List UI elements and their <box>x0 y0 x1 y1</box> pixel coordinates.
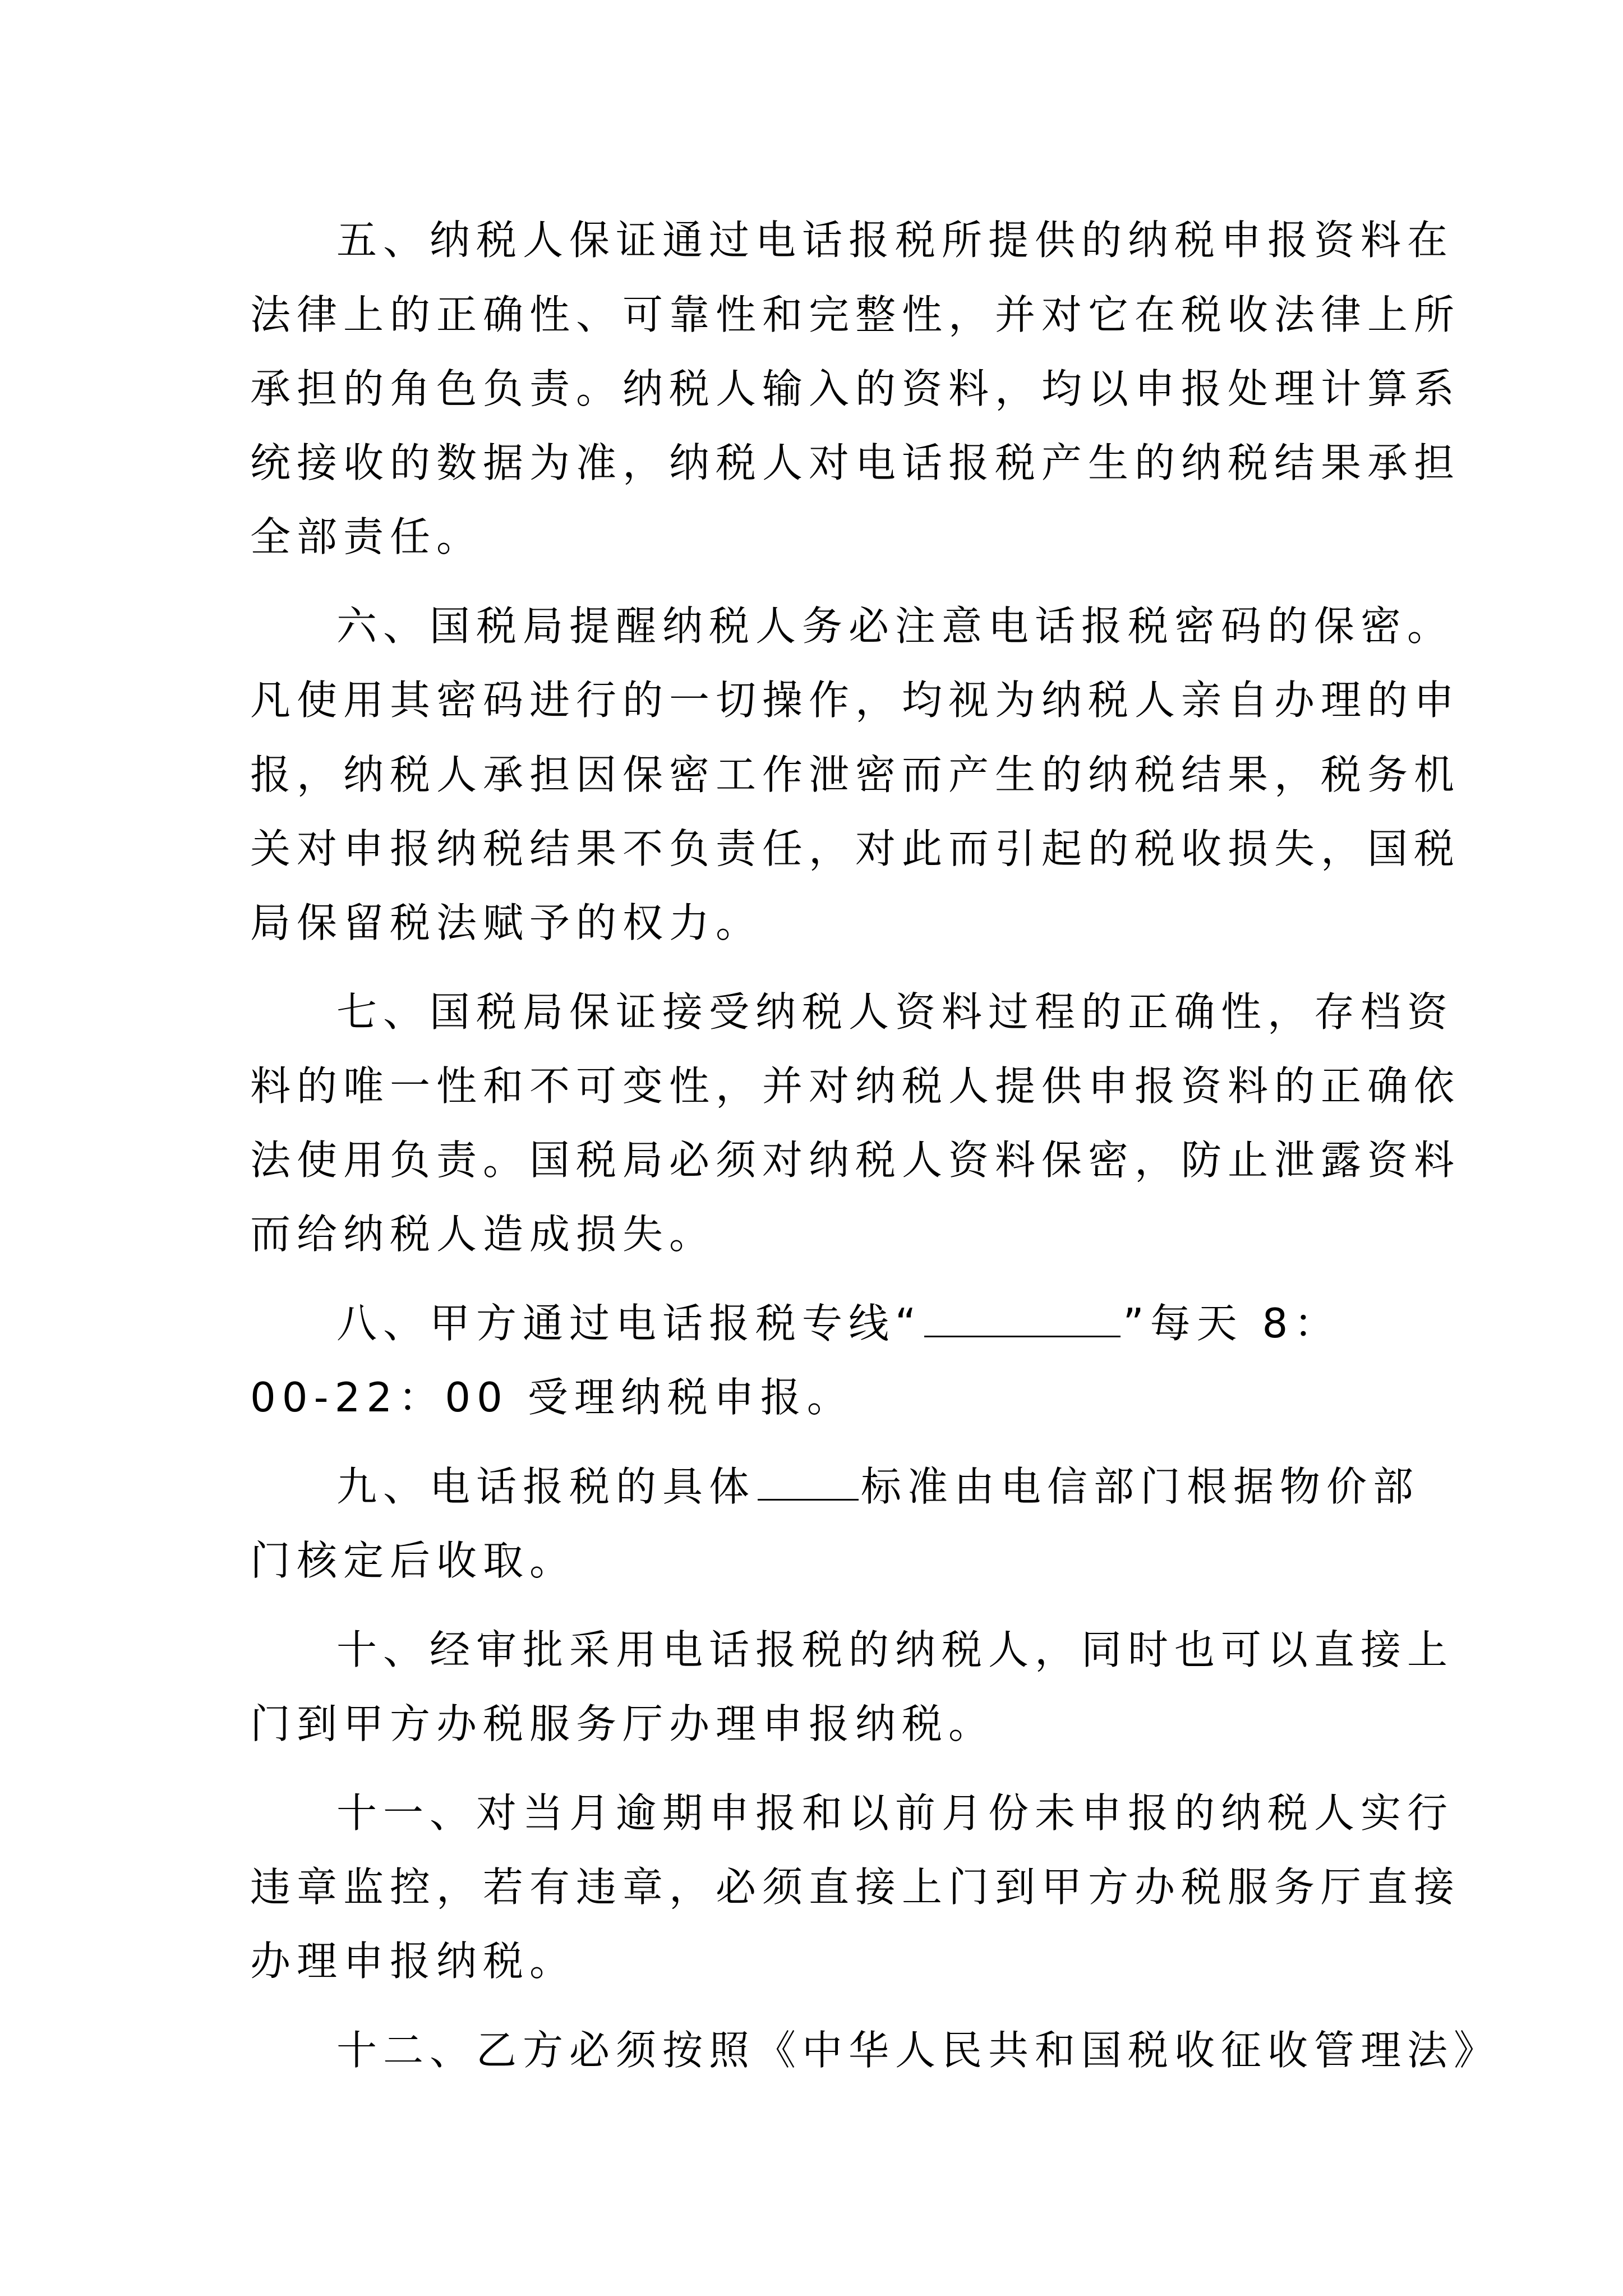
paragraph-11-line-1: 十一、对当月逾期申报和以前月份未申报的纳税人实行 <box>336 1789 1454 1837</box>
paragraph-6-line-2: 凡使用其密码进行的一切操作，均视为纳税人亲自办理的申 <box>250 677 1461 724</box>
paragraph-5-line-4: 统接收的数据为准，纳税人对电话报税产生的纳税结果承担 <box>250 439 1461 486</box>
paragraph-11-line-3: 办理申报纳税。 <box>250 1938 577 1985</box>
paragraph-6-line-4: 关对申报纳税结果不负责任，对此而引起的税收损失，国税 <box>250 825 1461 872</box>
paragraph-7-line-4: 而给纳税人造成损失。 <box>250 1211 716 1258</box>
paragraph-10-line-2: 门到甲方办税服务厅办理申报纳税。 <box>250 1700 995 1747</box>
paragraph-6-line-3: 报，纳税人承担因保密工作泄密而产生的纳税结果，税务机 <box>250 751 1461 798</box>
paragraph-8-suffix: ”每天 8： <box>1123 1300 1341 1347</box>
paragraph-5-line-3: 承担的角色负责。纳税人输入的资料，均以申报处理计算系 <box>250 365 1461 412</box>
fee-blank <box>758 1465 859 1501</box>
paragraph-6-line-5: 局保留税法赋予的权力。 <box>250 899 763 946</box>
paragraph-8-line-1 <box>336 1287 1340 1360</box>
paragraph-5-line-5: 全部责任。 <box>250 513 483 560</box>
paragraph-7-line-1: 七、国税局保证接受纳税人资料过程的正确性，存档资 <box>336 988 1454 1036</box>
paragraph-7-line-3: 法使用负责。国税局必须对纳税人资料保密，防止泄露资料 <box>250 1137 1461 1184</box>
paragraph-9-line-1 <box>336 1450 1419 1523</box>
paragraph-6-line-1: 六、国税局提醒纳税人务必注意电话报税密码的保密。 <box>336 602 1454 650</box>
paragraph-9-line-2: 门核定后收取。 <box>250 1537 577 1584</box>
paragraph-5-line-2: 法律上的正确性、可靠性和完整性，并对它在税收法律上所 <box>250 291 1461 338</box>
paragraph-5-line-1: 五、纳税人保证通过电话报税所提供的纳税申报资料在 <box>336 217 1454 264</box>
paragraph-8-line-2: 00-22：00 受理纳税申报。 <box>250 1374 854 1421</box>
phone-line-blank <box>924 1302 1121 1337</box>
paragraph-9-suffix: 标准由电信部门根据物价部 <box>861 1463 1420 1510</box>
paragraph-12-line-1: 十二、乙方必须按照《中华人民共和国税收征收管理法》 <box>336 2027 1501 2074</box>
paragraph-7-line-2: 料的唯一性和不可变性，并对纳税人提供申报资料的正确依 <box>250 1062 1461 1110</box>
paragraph-9-prefix: 九、电话报税的具体 <box>336 1463 756 1510</box>
paragraph-8-prefix: 八、甲方通过电话报税专线“ <box>336 1300 923 1347</box>
paragraph-10-line-1: 十、经审批采用电话报税的纳税人，同时也可以直接上 <box>336 1626 1454 1673</box>
paragraph-11-line-2: 违章监控，若有违章，必须直接上门到甲方办税服务厅直接 <box>250 1864 1461 1911</box>
